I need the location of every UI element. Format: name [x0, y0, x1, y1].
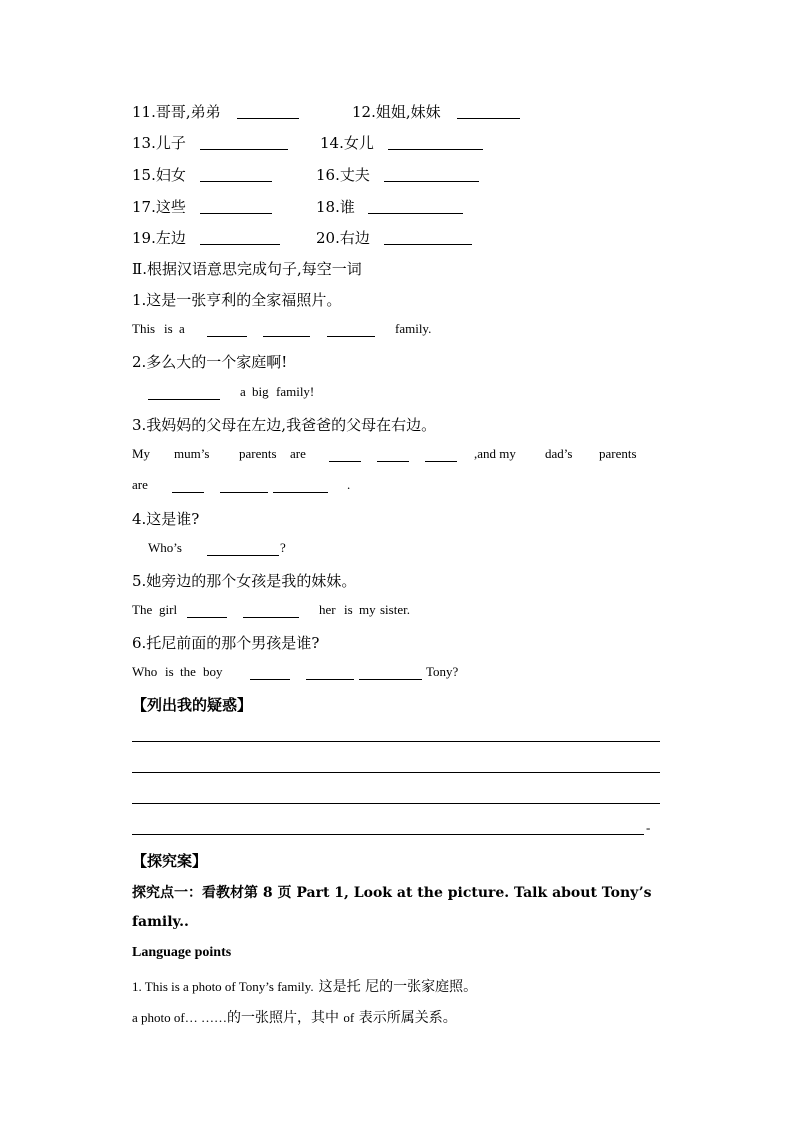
sentence-en-word: ? — [280, 540, 286, 555]
answer-blank[interactable] — [250, 679, 290, 680]
vocab-item-17: 17.这些 — [132, 198, 186, 216]
language-points-heading: Language points — [132, 945, 232, 960]
vocab-item-19: 19.左边 — [132, 229, 186, 247]
answer-blank-20[interactable] — [384, 244, 472, 245]
sentence-en-word: mum’s — [174, 446, 210, 461]
sentence-cn-1: 1.这是一张亨利的全家福照片。 — [132, 291, 342, 309]
note-cn-2: 表示所属关系。 — [354, 1010, 457, 1026]
sentence-en-word: a — [240, 384, 246, 399]
sentence-en-word: are — [132, 477, 148, 492]
sentence-en-word: the — [180, 664, 196, 679]
sentence-en-word: Tony? — [426, 664, 459, 679]
answer-blank[interactable] — [377, 461, 409, 462]
writing-line[interactable] — [132, 803, 660, 804]
answer-blank[interactable] — [273, 492, 328, 493]
sentence-en-word: her — [319, 602, 336, 617]
sentence-cn-5: 5.她旁边的那个女孩是我的妹妹。 — [132, 572, 357, 590]
sentence-en-word: Who’s — [148, 540, 182, 555]
sentence-en-word: is — [344, 602, 353, 617]
sentence-en-word: ,and my — [474, 446, 516, 461]
sentence-cn-3: 3.我妈妈的父母在左边,我爸爸的父母在右边。 — [132, 416, 437, 434]
note-cn: 的一张照片，其中 — [226, 1010, 344, 1026]
answer-blank[interactable] — [263, 336, 310, 337]
answer-blank-15[interactable] — [200, 181, 272, 182]
example-cn: 这是托 尼的一张家庭照。 — [318, 979, 478, 995]
answer-blank[interactable] — [359, 679, 422, 680]
sentence-en-word: Who — [132, 664, 158, 679]
sentence-en-word: are — [290, 446, 306, 461]
sentence-en-word: My — [132, 446, 151, 461]
sentence-cn-4: 4.这是谁? — [132, 510, 200, 528]
vocab-item-18: 18.谁 — [316, 198, 355, 216]
writing-line[interactable] — [132, 741, 660, 742]
vocab-item-16: 16.丈夫 — [316, 166, 370, 184]
sentence-cn-6: 6.托尼前面的那个男孩是谁? — [132, 634, 320, 652]
answer-blank[interactable] — [306, 679, 354, 680]
explore-point-1-cont: family.. — [132, 914, 189, 930]
sentence-en-word: family! — [276, 384, 315, 399]
sentence-en-word: family. — [395, 321, 432, 336]
grammar-note — [132, 1007, 457, 1027]
writing-line[interactable] — [132, 772, 660, 773]
sentence-en-word: is — [165, 664, 174, 679]
answer-blank[interactable] — [172, 492, 204, 493]
sentence-en-word: sister. — [380, 602, 410, 617]
answer-blank[interactable] — [329, 461, 361, 462]
sentence-cn-2: 2.多么大的一个家庭啊! — [132, 353, 288, 371]
line-end-mark: - — [646, 820, 651, 835]
answer-blank-11[interactable] — [237, 118, 299, 119]
sentence-en-word: parents — [239, 446, 277, 461]
answer-blank-17[interactable] — [200, 213, 272, 214]
vocab-item-15: 15.妇女 — [132, 166, 186, 184]
answer-blank-18[interactable] — [368, 213, 463, 214]
vocab-item-11: 11.哥哥,弟弟 — [132, 103, 221, 121]
answer-blank-14[interactable] — [388, 149, 483, 150]
sentence-en-word: a — [179, 321, 185, 336]
answer-blank-16[interactable] — [384, 181, 479, 182]
section-title: Ⅱ.根据汉语意思完成句子,每空一词 — [132, 260, 362, 278]
answer-blank-13[interactable] — [200, 149, 288, 150]
example-en: 1. This is a photo of Tony’s family. — [132, 979, 314, 994]
vocab-item-20: 20.右边 — [316, 229, 370, 247]
sentence-en-word: . — [347, 477, 351, 492]
answer-blank-19[interactable] — [200, 244, 280, 245]
vocab-item-13: 13.儿子 — [132, 134, 186, 152]
vocab-item-12: 12.姐姐,妹妹 — [352, 103, 441, 121]
writing-line[interactable] — [132, 834, 644, 835]
answer-blank[interactable] — [207, 555, 279, 556]
sentence-en-word: my — [359, 602, 376, 617]
sentence-en-word: girl — [159, 602, 178, 617]
answer-blank[interactable] — [148, 399, 220, 400]
vocab-item-14: 14.女儿 — [320, 134, 374, 152]
example-sentence-1 — [132, 976, 477, 996]
sentence-en-word: boy — [203, 664, 223, 679]
answer-blank[interactable] — [243, 617, 299, 618]
sentence-en-word: parents — [599, 446, 637, 461]
explore-title: 【探究案】 — [132, 852, 208, 870]
answer-blank-12[interactable] — [457, 118, 520, 119]
sentence-en-word: dad’s — [545, 446, 573, 461]
note-of: of — [343, 1010, 355, 1025]
explore-point-1: 探究点一：看教材第 8 页 Part 1, Look at the picture. Talk about Tony’s — [132, 885, 652, 901]
doubts-title: 【列出我的疑惑】 — [132, 696, 253, 714]
sentence-en-word: This — [132, 321, 156, 336]
sentence-en-word: is — [164, 321, 173, 336]
answer-blank[interactable] — [207, 336, 247, 337]
answer-blank[interactable] — [187, 617, 227, 618]
note-en: a photo of… …… — [132, 1010, 227, 1025]
answer-blank[interactable] — [425, 461, 457, 462]
answer-blank[interactable] — [327, 336, 375, 337]
sentence-en-word: The — [132, 602, 153, 617]
answer-blank[interactable] — [220, 492, 268, 493]
sentence-en-word: big — [252, 384, 269, 399]
